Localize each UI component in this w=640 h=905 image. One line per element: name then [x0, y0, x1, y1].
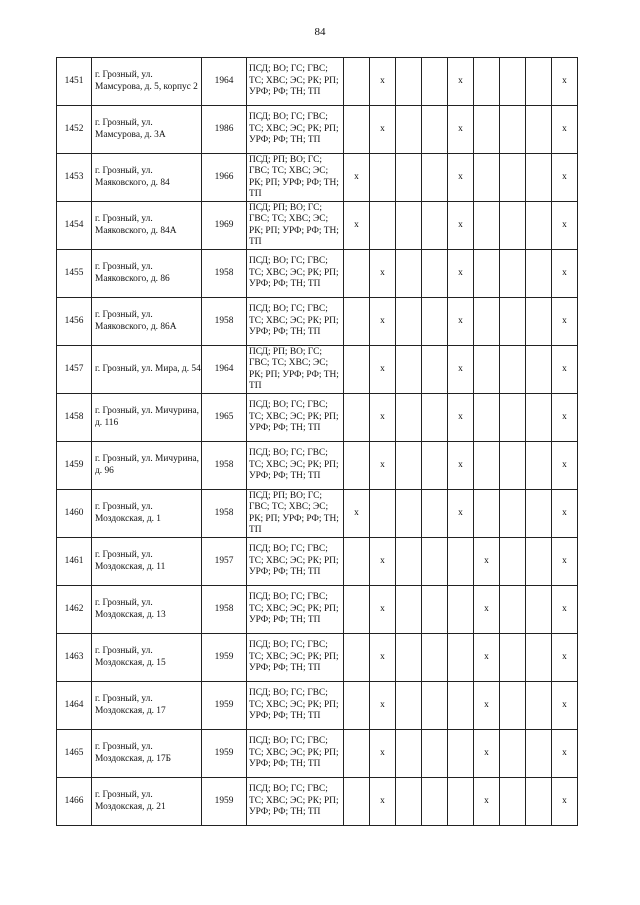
page-number: 84 — [314, 26, 326, 38]
mark-cell-8 — [526, 778, 552, 826]
mark-cell-3 — [396, 106, 422, 154]
mark-cell-8 — [526, 682, 552, 730]
row-number-cell: 1464 — [57, 682, 92, 730]
mark-cell-1 — [344, 346, 370, 394]
mark-cell-8 — [526, 202, 552, 250]
mark-cell-7 — [500, 106, 526, 154]
mark-cell-8 — [526, 346, 552, 394]
mark-cell-9: х — [552, 346, 578, 394]
mark-cell-5: х — [448, 298, 474, 346]
table-row — [57, 250, 578, 298]
table-row — [57, 346, 578, 394]
build-year-cell: 1958 — [202, 490, 247, 538]
row-number-cell: 1451 — [57, 58, 92, 106]
mark-cell-7 — [500, 202, 526, 250]
mark-cell-8 — [526, 634, 552, 682]
mark-cell-3 — [396, 682, 422, 730]
row-number-cell: 1466 — [57, 778, 92, 826]
mark-cell-5: х — [448, 490, 474, 538]
mark-cell-4 — [422, 346, 448, 394]
address-cell: г. Грозный, ул. Моздокская, д. 21 — [92, 778, 202, 826]
mark-cell-6 — [474, 202, 500, 250]
mark-cell-3 — [396, 442, 422, 490]
mark-cell-4 — [422, 634, 448, 682]
mark-cell-2: х — [370, 394, 396, 442]
mark-cell-6 — [474, 106, 500, 154]
mark-cell-4 — [422, 298, 448, 346]
mark-cell-7 — [500, 346, 526, 394]
mark-cell-6 — [474, 394, 500, 442]
mark-cell-2: х — [370, 682, 396, 730]
mark-cell-1 — [344, 442, 370, 490]
mark-cell-2: х — [370, 58, 396, 106]
mark-cell-3 — [396, 250, 422, 298]
mark-cell-3 — [396, 202, 422, 250]
mark-cell-6 — [474, 298, 500, 346]
mark-cell-6 — [474, 442, 500, 490]
mark-cell-2: х — [370, 106, 396, 154]
mark-cell-1 — [344, 394, 370, 442]
table-row — [57, 730, 578, 778]
mark-cell-9: х — [552, 490, 578, 538]
table-row — [57, 682, 578, 730]
mark-cell-6 — [474, 250, 500, 298]
mark-cell-9: х — [552, 730, 578, 778]
address-cell: г. Грозный, ул. Моздокская, д. 15 — [92, 634, 202, 682]
build-year-cell: 1966 — [202, 154, 247, 202]
address-cell: г. Грозный, ул. Маяковского, д. 84А — [92, 202, 202, 250]
mark-cell-1: х — [344, 202, 370, 250]
mark-cell-8 — [526, 298, 552, 346]
engineering-systems-cell: ПСД; ВО; ГС; ГВС; ТС; ХВС; ЭС; РК; РП; УРФ; РФ; ТН; ТП — [247, 298, 344, 346]
address-cell: г. Грозный, ул. Маяковского, д. 84 — [92, 154, 202, 202]
mark-cell-6 — [474, 58, 500, 106]
mark-cell-1 — [344, 106, 370, 154]
table-row — [57, 586, 578, 634]
mark-cell-2: х — [370, 250, 396, 298]
mark-cell-4 — [422, 778, 448, 826]
mark-cell-3 — [396, 730, 422, 778]
engineering-systems-cell: ПСД; ВО; ГС; ГВС; ТС; ХВС; ЭС; РК; РП; УРФ; РФ; ТН; ТП — [247, 778, 344, 826]
engineering-systems-cell: ПСД; РП; ВО; ГС; ГВС; ТС; ХВС; ЭС; РК; РП; УРФ; РФ; ТН; ТП — [247, 154, 344, 202]
row-number-cell: 1461 — [57, 538, 92, 586]
mark-cell-3 — [396, 586, 422, 634]
mark-cell-5 — [448, 634, 474, 682]
mark-cell-4 — [422, 730, 448, 778]
table-row — [57, 154, 578, 202]
engineering-systems-cell: ПСД; ВО; ГС; ГВС; ТС; ХВС; ЭС; РК; РП; УРФ; РФ; ТН; ТП — [247, 634, 344, 682]
mark-cell-5: х — [448, 154, 474, 202]
mark-cell-8 — [526, 538, 552, 586]
mark-cell-7 — [500, 586, 526, 634]
engineering-systems-cell: ПСД; ВО; ГС; ГВС; ТС; ХВС; ЭС; РК; РП; УРФ; РФ; ТН; ТП — [247, 106, 344, 154]
mark-cell-2: х — [370, 730, 396, 778]
mark-cell-9: х — [552, 58, 578, 106]
mark-cell-1 — [344, 778, 370, 826]
mark-cell-7 — [500, 250, 526, 298]
address-cell: г. Грозный, ул. Мичурина, д. 96 — [92, 442, 202, 490]
mark-cell-1 — [344, 730, 370, 778]
mark-cell-9: х — [552, 682, 578, 730]
mark-cell-9: х — [552, 586, 578, 634]
mark-cell-3 — [396, 394, 422, 442]
mark-cell-2: х — [370, 634, 396, 682]
mark-cell-2: х — [370, 586, 396, 634]
build-year-cell: 1959 — [202, 634, 247, 682]
mark-cell-7 — [500, 730, 526, 778]
table-row — [57, 490, 578, 538]
engineering-systems-cell: ПСД; ВО; ГС; ГВС; ТС; ХВС; ЭС; РК; РП; УРФ; РФ; ТН; ТП — [247, 250, 344, 298]
mark-cell-2: х — [370, 346, 396, 394]
mark-cell-3 — [396, 154, 422, 202]
mark-cell-6 — [474, 490, 500, 538]
engineering-systems-cell: ПСД; РП; ВО; ГС; ГВС; ТС; ХВС; ЭС; РК; РП; УРФ; РФ; ТН; ТП — [247, 202, 344, 250]
table-row — [57, 106, 578, 154]
mark-cell-2: х — [370, 778, 396, 826]
build-year-cell: 1965 — [202, 394, 247, 442]
mark-cell-7 — [500, 634, 526, 682]
mark-cell-9: х — [552, 298, 578, 346]
mark-cell-8 — [526, 106, 552, 154]
mark-cell-1 — [344, 634, 370, 682]
engineering-systems-cell: ПСД; РП; ВО; ГС; ГВС; ТС; ХВС; ЭС; РК; РП; УРФ; РФ; ТН; ТП — [247, 490, 344, 538]
mark-cell-9: х — [552, 250, 578, 298]
mark-cell-1: х — [344, 154, 370, 202]
row-number-cell: 1456 — [57, 298, 92, 346]
build-year-cell: 1958 — [202, 442, 247, 490]
build-year-cell: 1964 — [202, 346, 247, 394]
row-number-cell: 1463 — [57, 634, 92, 682]
engineering-systems-cell: ПСД; ВО; ГС; ГВС; ТС; ХВС; ЭС; РК; РП; УРФ; РФ; ТН; ТП — [247, 58, 344, 106]
mark-cell-8 — [526, 58, 552, 106]
mark-cell-3 — [396, 634, 422, 682]
mark-cell-2 — [370, 202, 396, 250]
mark-cell-1 — [344, 250, 370, 298]
mark-cell-1 — [344, 58, 370, 106]
mark-cell-7 — [500, 442, 526, 490]
address-cell: г. Грозный, ул. Маяковского, д. 86 — [92, 250, 202, 298]
mark-cell-1: х — [344, 490, 370, 538]
mark-cell-8 — [526, 442, 552, 490]
mark-cell-8 — [526, 586, 552, 634]
mark-cell-7 — [500, 490, 526, 538]
housing-registry-table — [56, 57, 578, 826]
mark-cell-3 — [396, 298, 422, 346]
mark-cell-5: х — [448, 58, 474, 106]
mark-cell-4 — [422, 250, 448, 298]
mark-cell-5 — [448, 778, 474, 826]
row-number-cell: 1452 — [57, 106, 92, 154]
build-year-cell: 1958 — [202, 298, 247, 346]
table-body — [57, 58, 578, 826]
address-cell: г. Грозный, ул. Моздокская, д. 13 — [92, 586, 202, 634]
mark-cell-2 — [370, 154, 396, 202]
mark-cell-1 — [344, 298, 370, 346]
mark-cell-1 — [344, 586, 370, 634]
mark-cell-8 — [526, 730, 552, 778]
mark-cell-7 — [500, 682, 526, 730]
mark-cell-8 — [526, 394, 552, 442]
mark-cell-9: х — [552, 394, 578, 442]
table-row — [57, 202, 578, 250]
address-cell: г. Грозный, ул. Мамсурова, д. 5, корпус 2 — [92, 58, 202, 106]
engineering-systems-cell: ПСД; ВО; ГС; ГВС; ТС; ХВС; ЭС; РК; РП; УРФ; РФ; ТН; ТП — [247, 538, 344, 586]
mark-cell-9: х — [552, 538, 578, 586]
address-cell: г. Грозный, ул. Мичурина, д. 116 — [92, 394, 202, 442]
mark-cell-2: х — [370, 298, 396, 346]
build-year-cell: 1958 — [202, 586, 247, 634]
row-number-cell: 1458 — [57, 394, 92, 442]
build-year-cell: 1958 — [202, 250, 247, 298]
address-cell: г. Грозный, ул. Мира, д. 54 — [92, 346, 202, 394]
row-number-cell: 1455 — [57, 250, 92, 298]
mark-cell-1 — [344, 682, 370, 730]
table-row — [57, 778, 578, 826]
build-year-cell: 1957 — [202, 538, 247, 586]
mark-cell-9: х — [552, 634, 578, 682]
mark-cell-6: х — [474, 634, 500, 682]
mark-cell-4 — [422, 106, 448, 154]
table-row — [57, 298, 578, 346]
table-row — [57, 634, 578, 682]
mark-cell-9: х — [552, 778, 578, 826]
row-number-cell: 1462 — [57, 586, 92, 634]
engineering-systems-cell: ПСД; ВО; ГС; ГВС; ТС; ХВС; ЭС; РК; РП; УРФ; РФ; ТН; ТП — [247, 442, 344, 490]
mark-cell-4 — [422, 586, 448, 634]
engineering-systems-cell: ПСД; ВО; ГС; ГВС; ТС; ХВС; ЭС; РК; РП; УРФ; РФ; ТН; ТП — [247, 394, 344, 442]
row-number-cell: 1454 — [57, 202, 92, 250]
mark-cell-4 — [422, 682, 448, 730]
mark-cell-5: х — [448, 346, 474, 394]
mark-cell-5: х — [448, 394, 474, 442]
mark-cell-6: х — [474, 730, 500, 778]
mark-cell-6 — [474, 346, 500, 394]
mark-cell-7 — [500, 58, 526, 106]
mark-cell-8 — [526, 154, 552, 202]
mark-cell-2 — [370, 490, 396, 538]
build-year-cell: 1959 — [202, 778, 247, 826]
engineering-systems-cell: ПСД; ВО; ГС; ГВС; ТС; ХВС; ЭС; РК; РП; УРФ; РФ; ТН; ТП — [247, 586, 344, 634]
mark-cell-4 — [422, 202, 448, 250]
mark-cell-3 — [396, 346, 422, 394]
mark-cell-2: х — [370, 538, 396, 586]
mark-cell-5 — [448, 730, 474, 778]
mark-cell-7 — [500, 154, 526, 202]
mark-cell-7 — [500, 298, 526, 346]
mark-cell-6: х — [474, 538, 500, 586]
mark-cell-4 — [422, 154, 448, 202]
mark-cell-3 — [396, 490, 422, 538]
mark-cell-4 — [422, 442, 448, 490]
build-year-cell: 1959 — [202, 730, 247, 778]
mark-cell-5 — [448, 682, 474, 730]
address-cell: г. Грозный, ул. Мамсурова, д. 3А — [92, 106, 202, 154]
mark-cell-2: х — [370, 442, 396, 490]
mark-cell-9: х — [552, 154, 578, 202]
row-number-cell: 1459 — [57, 442, 92, 490]
table-row — [57, 442, 578, 490]
build-year-cell: 1986 — [202, 106, 247, 154]
table-row — [57, 538, 578, 586]
mark-cell-3 — [396, 58, 422, 106]
mark-cell-7 — [500, 538, 526, 586]
address-cell: г. Грозный, ул. Маяковского, д. 86А — [92, 298, 202, 346]
engineering-systems-cell: ПСД; ВО; ГС; ГВС; ТС; ХВС; ЭС; РК; РП; УРФ; РФ; ТН; ТП — [247, 682, 344, 730]
engineering-systems-cell: ПСД; РП; ВО; ГС; ГВС; ТС; ХВС; ЭС; РК; РП; УРФ; РФ; ТН; ТП — [247, 346, 344, 394]
build-year-cell: 1964 — [202, 58, 247, 106]
mark-cell-4 — [422, 538, 448, 586]
mark-cell-5: х — [448, 202, 474, 250]
mark-cell-9: х — [552, 106, 578, 154]
mark-cell-6: х — [474, 586, 500, 634]
address-cell: г. Грозный, ул. Моздокская, д. 17Б — [92, 730, 202, 778]
mark-cell-9: х — [552, 202, 578, 250]
mark-cell-8 — [526, 250, 552, 298]
address-cell: г. Грозный, ул. Моздокская, д. 11 — [92, 538, 202, 586]
mark-cell-3 — [396, 538, 422, 586]
mark-cell-6: х — [474, 682, 500, 730]
build-year-cell: 1959 — [202, 682, 247, 730]
mark-cell-8 — [526, 490, 552, 538]
mark-cell-3 — [396, 778, 422, 826]
row-number-cell: 1457 — [57, 346, 92, 394]
mark-cell-7 — [500, 394, 526, 442]
mark-cell-4 — [422, 490, 448, 538]
table-row — [57, 394, 578, 442]
mark-cell-4 — [422, 58, 448, 106]
mark-cell-4 — [422, 394, 448, 442]
engineering-systems-cell: ПСД; ВО; ГС; ГВС; ТС; ХВС; ЭС; РК; РП; УРФ; РФ; ТН; ТП — [247, 730, 344, 778]
mark-cell-5: х — [448, 106, 474, 154]
table-row — [57, 58, 578, 106]
mark-cell-9: х — [552, 442, 578, 490]
mark-cell-6: х — [474, 778, 500, 826]
row-number-cell: 1465 — [57, 730, 92, 778]
row-number-cell: 1460 — [57, 490, 92, 538]
mark-cell-5 — [448, 586, 474, 634]
row-number-cell: 1453 — [57, 154, 92, 202]
address-cell: г. Грозный, ул. Моздокская, д. 17 — [92, 682, 202, 730]
build-year-cell: 1969 — [202, 202, 247, 250]
mark-cell-5 — [448, 538, 474, 586]
mark-cell-5: х — [448, 442, 474, 490]
address-cell: г. Грозный, ул. Моздокская, д. 1 — [92, 490, 202, 538]
mark-cell-7 — [500, 778, 526, 826]
mark-cell-1 — [344, 538, 370, 586]
mark-cell-6 — [474, 154, 500, 202]
mark-cell-5: х — [448, 250, 474, 298]
